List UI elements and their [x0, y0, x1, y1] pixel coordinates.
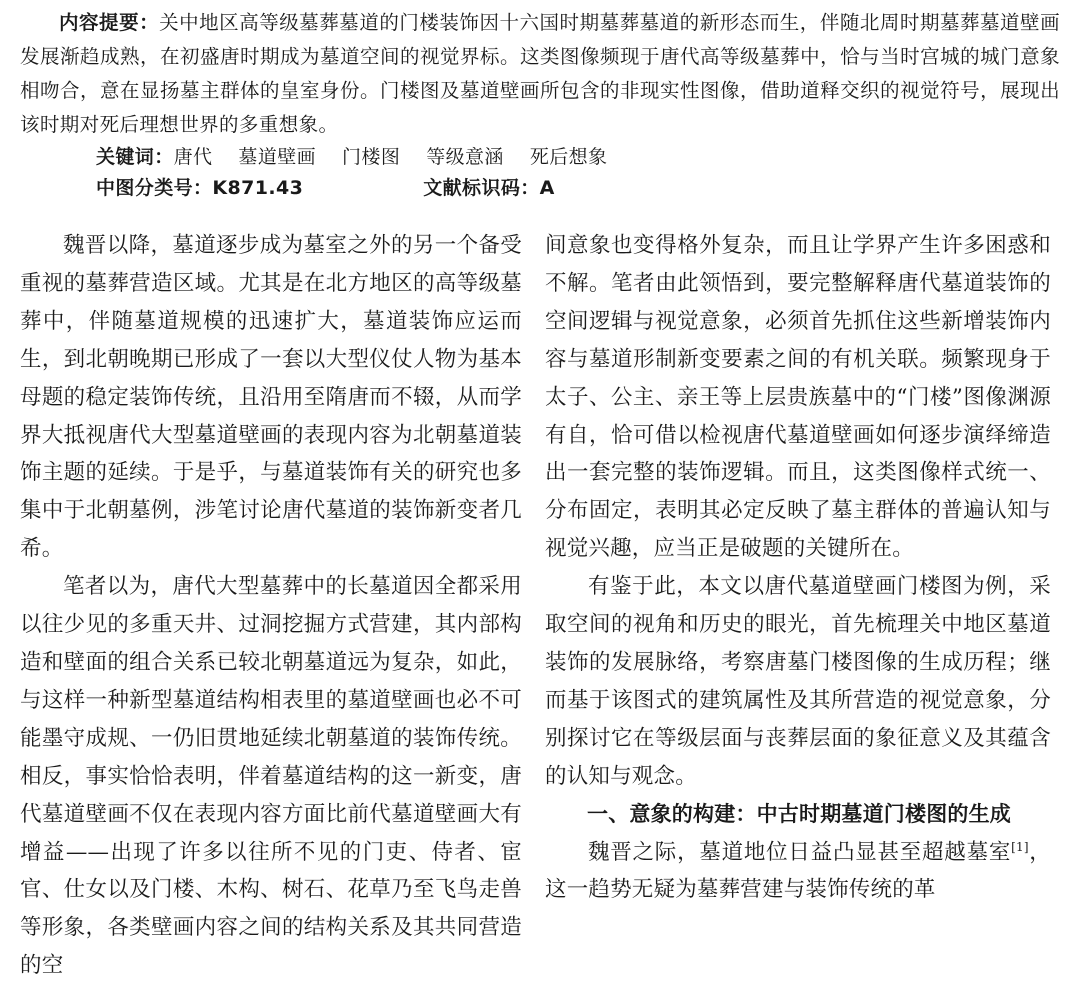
body-paragraph: 笔者以为，唐代大型墓葬中的长墓道因全都采用以往少见的多重天井、过洞挖掘方式营建，其内部构造和壁面的组合关系已较北朝墓道远为复杂，如此，与这样一种新型墓道结构相表里的墓道壁画也必不可能墨守成规、一仍旧贯地延续北朝墓道的装饰传统。相反，事实恰恰表明，伴着墓道结构的这一新变，唐代墓道壁画不仅在表现内容方面比前代墓道壁画大有增益——出现了许多以往所不见的门吏、侍者、宦官、仕女以及门楼、木构、树石、花草乃至飞鸟走兽等形象，各类壁画内容之间的结构关系及其共同营造的空	[20, 574, 522, 979]
paragraph-text: 魏晋之际，墓道地位日益凸显甚至超越墓室	[588, 839, 1012, 865]
section-heading: 一、意象的构建：中古时期墓道门楼图的生成	[587, 801, 1011, 826]
clc-label: 中图分类号：	[96, 177, 213, 199]
keywords-line	[20, 142, 1060, 172]
body-right-column	[545, 227, 1051, 909]
body-paragraph-continued: 间意象也变得格外复杂，而且让学界产生许多困惑和不解。笔者由此领悟到，要完整解释唐代墓道装饰的空间逻辑与视觉意象，必须首先抓住这些新增装饰内容与墓道形制新变要素之间的有机关联。频繁现身于太子、公主、亲王等上层贵族墓中的“门楼”图像渊源有自，恰可借以检视唐代墓道壁画如何逐步演绎缔造出一套完整的装饰逻辑。而且，这类图像样式统一、分布固定，表明其必定反映了墓主群体的普遍认知与视觉兴趣，应当正是破题的关键所在。	[545, 233, 1051, 562]
doc-code-label: 文献标识码：	[423, 177, 540, 199]
keywords-label: 关键词：	[96, 146, 174, 168]
keyword: 唐代	[173, 146, 213, 168]
body-paragraph: 有鉴于此，本文以唐代墓道壁画门楼图为例，采取空间的视角和历史的眼光，首先梳理关中地区墓道装饰的发展脉络，考察唐墓门楼图像的生成历程；继而基于该图式的建筑属性及其所营造的视觉意象，分别探讨它在等级层面与丧葬层面的象征意义及其蕴含的认知与观念。	[545, 574, 1051, 789]
abstract-block	[20, 6, 1060, 204]
doc-code-value: A	[539, 177, 555, 199]
keyword: 死后想象	[529, 146, 608, 168]
body-left-column	[20, 227, 522, 985]
keyword: 墓道壁画	[238, 146, 317, 168]
keyword: 等级意涵	[426, 146, 504, 168]
paragraph-text: ，这一趋势无疑为墓葬营建与装饰传统的革	[545, 839, 1051, 903]
abstract-text: 关中地区高等级墓葬墓道的门楼装饰因十六国时期墓葬墓道的新形态而生，伴随北周时期墓葬墓道壁画发展渐趋成熟，在初盛唐时期成为墓道空间的视觉界标。这类图像频现于唐代高等级墓葬中，恰与当时宫城的城门意象相吻合，意在显扬墓主群体的皇室身份。门楼图及墓道壁画所包含的非现实性图像，借助道释交织的视觉符号，展现出该时期对死后理想世界的多重想象。	[20, 11, 1060, 136]
keyword: 门楼图	[342, 146, 401, 168]
body-paragraph: 魏晋以降，墓道逐步成为墓室之外的另一个备受重视的墓葬营造区域。尤其是在北方地区的高等级墓葬中，伴随墓道规模的迅速扩大，墓道装饰应运而生，到北朝晚期已形成了一套以大型仪仗人物为基本母题的稳定装饰传统，且沿用至隋唐而不辍，从而学界大抵视唐代大型墓道壁画的表现内容为北朝墓道装饰主题的延续。于是乎，与墓道装饰有关的研究也多集中于北朝墓例，涉笔讨论唐代墓道的装饰新变者几希。	[20, 233, 522, 562]
footnote-reference[interactable]: [1]	[1011, 839, 1029, 854]
body-paragraph	[545, 834, 1051, 910]
classification-line	[20, 172, 1060, 204]
abstract-paragraph	[20, 6, 1060, 142]
abstract-label: 内容提要：	[59, 11, 160, 34]
clc-value: K871.43	[212, 177, 304, 199]
